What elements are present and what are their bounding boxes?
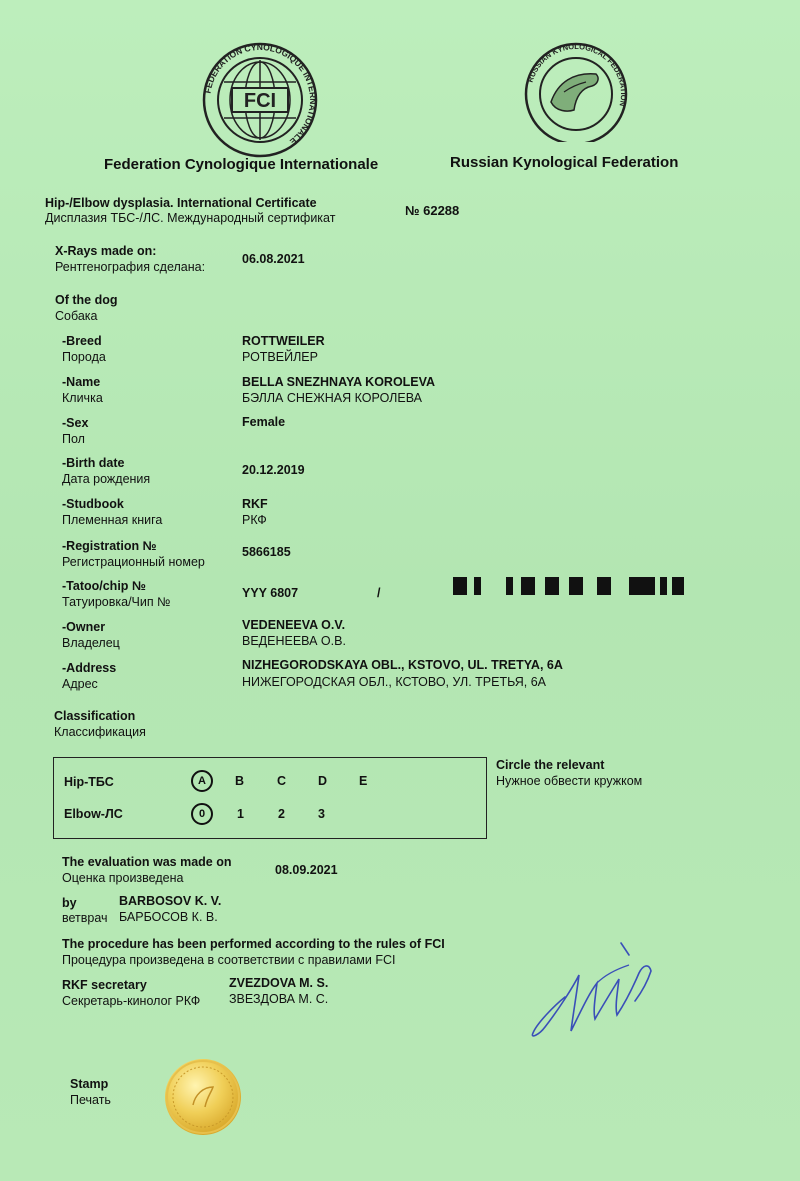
sex-value: Female	[242, 415, 286, 429]
owner-value-en: VEDENEEVA O.V.	[242, 618, 346, 632]
certificate-number: № 62288	[405, 203, 460, 218]
address-value-en: NIZHEGORODSKAYA OBL., KSTOVO, UL. TRETYA, 6A	[242, 658, 563, 672]
classification-label-ru: Классификация	[54, 725, 146, 739]
xray-date: 06.08.2021	[242, 252, 305, 266]
evaluation-date: 08.09.2021	[275, 863, 338, 877]
stamp-label-ru: Печать	[70, 1093, 111, 1107]
registration-value: 5866185	[242, 545, 291, 559]
owner-label-en: -Owner	[62, 620, 106, 634]
hip-grade-d: D	[318, 774, 328, 788]
dog-section-ru: Собака	[55, 309, 98, 323]
certificate-title-ru: Дисплазия ТБС-/ЛС. Международный сертификат	[45, 211, 336, 225]
sex-label-ru: Пол	[62, 432, 85, 446]
secretary-name-ru: ЗВЕЗДОВА М. С.	[229, 992, 329, 1006]
birth-date-label-ru: Дата рождения	[62, 472, 151, 486]
fci-name: Federation Cynologique Internationale	[104, 156, 379, 173]
by-label-en: by	[62, 896, 77, 910]
address-label-ru: Адрес	[62, 677, 98, 691]
address-value-ru: НИЖЕГОРОДСКАЯ ОБЛ., КСТОВО, УЛ. ТРЕТЬЯ, 6А	[242, 675, 547, 689]
classification-label-en: Classification	[54, 709, 136, 723]
name-label-ru: Кличка	[62, 391, 103, 405]
studbook-value-en: RKF	[242, 497, 268, 511]
vet-name-ru: БАРБОСОВ К. В.	[119, 910, 218, 924]
elbow-label: Elbow-ЛС	[64, 807, 123, 821]
stamp-label-en: Stamp	[70, 1077, 109, 1091]
hip-grade-e: E	[359, 774, 368, 788]
chip-value: YYY 6807	[242, 586, 299, 600]
classification-box	[53, 757, 487, 839]
registration-label-en: -Registration №	[62, 539, 157, 553]
dog-section-en: Of the dog	[55, 293, 118, 307]
breed-label-en: -Breed	[62, 334, 102, 348]
xray-label-ru: Рентгенография сделана:	[55, 260, 206, 274]
xray-label-en: X-Rays made on:	[55, 244, 157, 258]
chip-label-ru: Татуировка/Чип №	[62, 595, 171, 609]
birth-date-label-en: -Birth date	[62, 456, 125, 470]
hip-grade-b: B	[235, 774, 245, 788]
hip-label: Hip-ТБС	[64, 775, 114, 789]
hip-grade-a-selected: A	[191, 770, 213, 792]
gold-stamp-seal	[163, 1057, 243, 1137]
vet-name-en: BARBOSOV K. V.	[119, 894, 222, 908]
breed-value-en: ROTTWEILER	[242, 334, 325, 348]
studbook-label-en: -Studbook	[62, 497, 124, 511]
rkf-name: Russian Kynological Federation	[450, 154, 679, 171]
elbow-grade-2: 2	[278, 807, 285, 821]
by-label-ru: ветврач	[62, 911, 108, 925]
evaluation-label-en: The evaluation was made on	[62, 855, 232, 869]
sex-label-en: -Sex	[62, 416, 89, 430]
certificate-title-en: Hip-/Elbow dysplasia. International Certificate	[45, 196, 317, 210]
chip-label-en: -Tatoo/chip №	[62, 579, 146, 593]
breed-value-ru: РОТВЕЙЛЕР	[242, 350, 318, 364]
secretary-label-ru: Секретарь-кинолог РКФ	[62, 994, 201, 1008]
elbow-grade-1: 1	[237, 807, 244, 821]
procedure-en: The procedure has been performed according to the rules of FCI	[62, 937, 445, 951]
elbow-grade-3: 3	[318, 807, 325, 821]
secretary-label-en: RKF secretary	[62, 978, 147, 992]
procedure-ru: Процедура произведена в соответствии с правилами FCI	[62, 953, 396, 967]
studbook-value-ru: РКФ	[242, 513, 267, 527]
name-value-ru: БЭЛЛА СНЕЖНАЯ КОРОЛЕВА	[242, 391, 422, 405]
name-value-en: BELLA SNEZHNAYA KOROLEVA	[242, 375, 436, 389]
rkf-logo	[516, 42, 636, 142]
svg-text:FCI: FCI	[243, 90, 277, 112]
studbook-label-ru: Племенная книга	[62, 513, 163, 527]
owner-label-ru: Владелец	[62, 636, 120, 650]
fci-logo	[200, 40, 320, 160]
secretary-name-en: ZVEZDOVA M. S.	[229, 976, 329, 990]
breed-label-ru: Порода	[62, 350, 106, 364]
birth-date-value: 20.12.2019	[242, 463, 305, 477]
svg-text:FEDERATION CYNOLOGIQUE INTERNA: FEDERATION CYNOLOGIQUE INTERNATIONALE	[202, 41, 319, 147]
chip-separator: /	[377, 586, 381, 600]
svg-text:RUSSIAN KYNOLOGICAL FEDERATION: RUSSIAN KYNOLOGICAL FEDERATION	[525, 42, 629, 108]
signature	[525, 935, 665, 1045]
name-label-en: -Name	[62, 375, 101, 389]
hip-grade-c: C	[277, 774, 287, 788]
evaluation-label-ru: Оценка произведена	[62, 871, 184, 885]
owner-value-ru: ВЕДЕНЕЕВА О.В.	[242, 634, 346, 648]
address-label-en: -Address	[62, 661, 117, 675]
circle-note-en: Circle the relevant	[496, 758, 605, 772]
circle-note-ru: Нужное обвести кружком	[496, 774, 643, 788]
elbow-grade-0-selected: 0	[191, 803, 213, 825]
registration-label-ru: Регистрационный номер	[62, 555, 205, 569]
